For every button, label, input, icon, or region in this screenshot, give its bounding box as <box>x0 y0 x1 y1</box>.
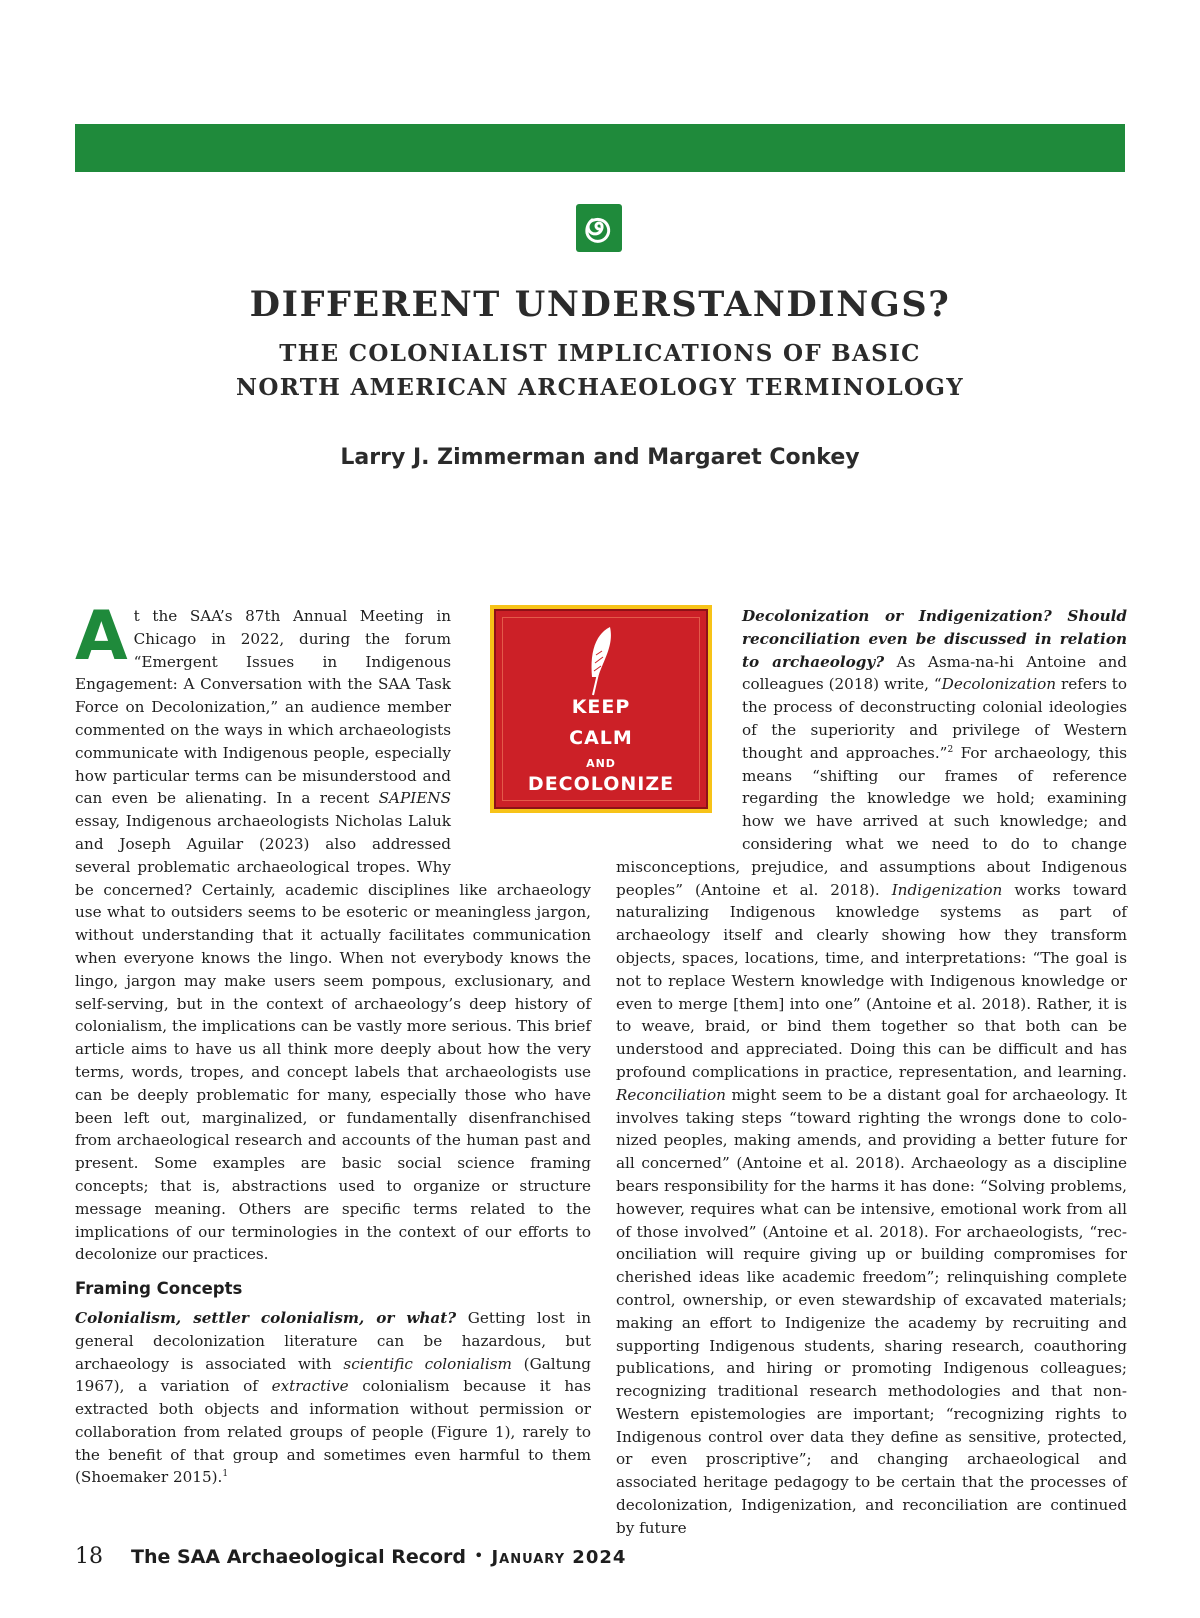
journal-name: The SAA Archaeological Record <box>131 1546 467 1568</box>
intro-italic: SAPIENS <box>378 789 451 808</box>
paragraph-lead: Colonialism, settler colonialism, or what? <box>75 1308 457 1327</box>
paragraph-text: Getting lost in general decolonization literature can be hazardous, but archaeology is associated with <box>75 1308 591 1373</box>
paragraph-text: For archaeology, this means “shifting our frames of reference regarding the knowledge we hold; examining how we have arrived at such knowledge; and considering what we need to do to change misconceptions, prejudice, and assumptions about Indigenous peoples” (Antoine et al. 2018). <box>616 743 1128 899</box>
paragraph-text: refers to the process of deconstructing colonial ideologies of the superiority and privilege of Western thought and approaches.” <box>742 675 1127 762</box>
issue-date: January 2024 <box>491 1547 627 1568</box>
intro-text-rest: essay, Indigenous archaeologists Nicholas Laluk and Joseph Aguilar (2023) also addressed several problematic archaeological tropes. Why be concerned? Certainly, academic disciplines like archaeology use what to outsiders seems to be esoteric or meaningless jargon, without understanding that it actually facilitates communication when everyone knows the lingo. When not everybody knows the lingo, jargon may make users seem pompous, exclusionary, and self-serving, but in the context of archaeology’s deep history of colonialism, the implications can be vastly more serious. This brief article aims to have us all think more deeply about how the very terms, words, tropes, and concept labels that archaeologists use can be deeply problematic for many, especially those who have been left out, marginalized, or fundamentally disenfranchised from archaeological research and accounts of the human past and present. Some examples are basic social science framing concepts; that is, abstractions used to organize or structure message meaning. Others are specific terms related to the implications of our terminologies in the context of our efforts to decolonize our practices. <box>75 812 591 1264</box>
paragraph-italic: scientific colonialism <box>343 1354 512 1373</box>
figure-wrap-spacer <box>451 605 591 857</box>
left-column <box>75 597 592 1489</box>
paragraph-text: might seem to be a distant goal for archaeology. It involves taking steps “toward righting the wrongs done to colonized peoples, making amends, and providing a better future for all concerned” (Antoine et al. 2018). Archaeology as a discipline bears responsibility for the harms it has done: “Solving problems, however, requires what can be intensive, emotional work from all of those involved” (Antoine et al. 2018). For archaeologists, “reconciliation will require giving up or building compromises for cherished ideas like academic freedom”; relinquishing complete control, ownership, or even stewardship of excavated materials; making an effort to Indigenize the academy by recruiting and supporting Indigenous students, sharing research, coauthoring publications, and hiring or promoting Indigenous colleagues; recognizing traditional research methodologies and that non-Western epistemologies are important; “recognizing rights to Indigenous control over data they define as sensitive, protected, or even proscriptive”; and changing archaeological and associated heritage pedagogy to be certain that the processes of decolonization, Indigenization, and reconciliation are continued by future <box>616 1085 1127 1537</box>
paragraph-italic: Reconciliation <box>616 1085 726 1104</box>
paragraph-lead: Decolonization or Indigenization? Should reconciliation even be discussed in relation to archaeology? <box>742 607 1127 671</box>
article-subtitle-line1: THE COLONIALIST IMPLICATIONS OF BASIC <box>279 340 921 367</box>
figure-wrap-spacer <box>616 605 742 833</box>
article-subtitle-line2: NORTH AMERICAN ARCHAEOLOGY TERMINOLOGY <box>236 374 964 401</box>
paragraph-italic: Decolonization <box>941 675 1057 694</box>
intro-paragraph <box>75 597 591 1266</box>
figure-text-and: AND <box>586 757 616 770</box>
figure-text-decolonize: DECOLONIZE <box>527 773 675 795</box>
paragraph-italic: extractive <box>271 1377 349 1396</box>
footnote-ref: 1 <box>222 1469 229 1480</box>
drop-cap: A <box>75 597 128 676</box>
page-number: 18 <box>75 1544 103 1569</box>
figure-text-keep: KEEP <box>571 696 631 718</box>
intro-text: t the SAA’s 87th Annual Meeting in Chicago in 2022, during the forum “Emergent Issues in Indigenous Engagement: A Conversation with the SAA Task Force on Decolonization,” an audience member commented on the ways in which archaeologists communicate with Indigenous people, especially how particular terms can be misunderstood and can even be alienating. In a recent <box>75 607 451 808</box>
footnote-ref: 2 <box>947 744 954 755</box>
paragraph-text: (Galtung 1967), a variation of <box>75 1354 592 1396</box>
paragraph-italic: Indigenization <box>891 880 1003 899</box>
decolonization-paragraph <box>616 605 1127 1540</box>
page-footer <box>75 1544 626 1569</box>
paragraph-text: As Asma-na-hi Antoine and colleagues (2018) write, “ <box>742 652 1127 694</box>
colonialism-paragraph <box>75 1307 591 1489</box>
section-heading: Framing Concepts <box>75 1279 243 1299</box>
figure-text-calm: CALM <box>569 727 633 749</box>
footer-separator: • <box>474 1546 484 1565</box>
article-authors: Larry J. Zimmerman and Margaret Conkey <box>340 445 860 470</box>
paragraph-text: colonialism because it has extracted both objects and information without permission or collaboration from related groups of people (Figure 1), rarely to the benefit of that group and sometimes even harmful to them (Shoemaker 2015). <box>75 1377 591 1487</box>
right-column <box>616 605 1127 1540</box>
paragraph-text: works toward naturalizing Indigenous knowledge systems as part of archaeology itself and clearly showing how they transform objects, spaces, locations, time, and interpretations: “The goal is not to replace Western knowledge with Indigenous knowledge or even to merge [them] into one” (Antoine et al. 2018). Rather, it is to weave, braid, or bind them together so that both can be understood and appreciated. Doing this can be difficult and has profound complications in practice, representation, and learning. <box>616 880 1127 1081</box>
spiral-logo-icon <box>574 202 624 254</box>
article-title: DIFFERENT UNDERSTANDINGS? <box>249 284 951 325</box>
header-bar <box>75 124 1125 172</box>
